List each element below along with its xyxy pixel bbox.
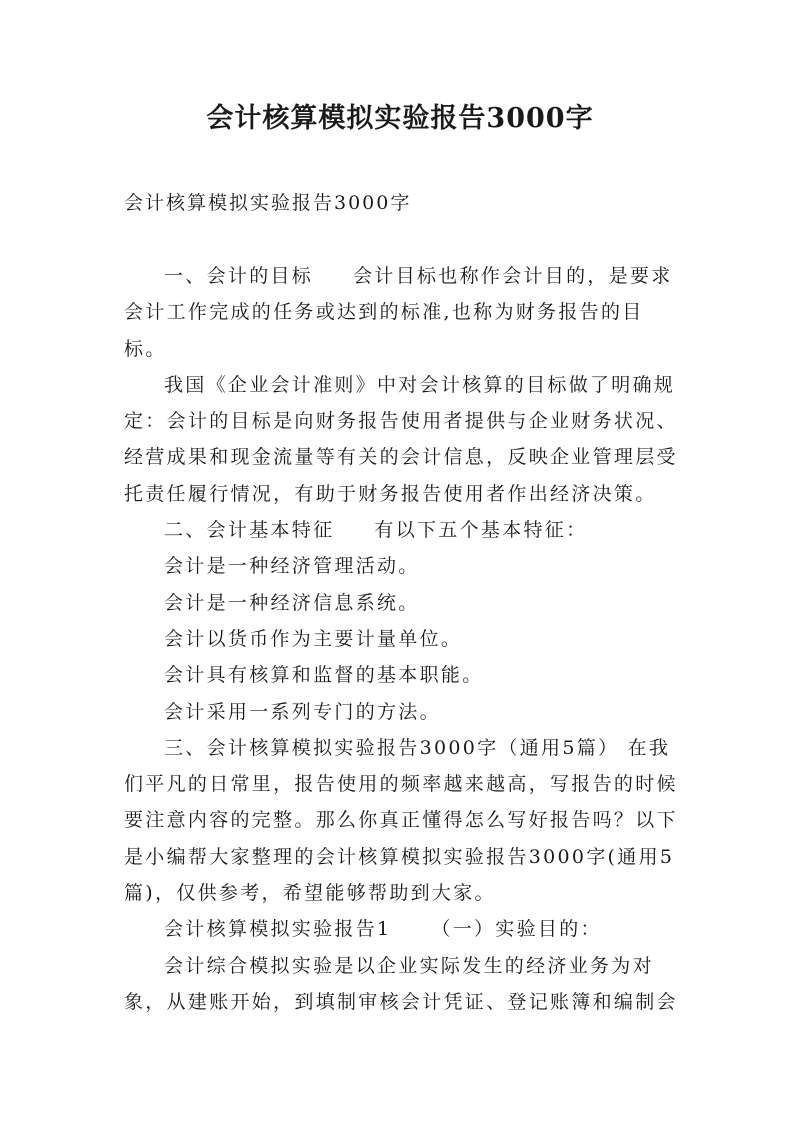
paragraph-intro: 三、会计核算模拟实验报告3000字（通用5篇） 在我们平凡的日常里，报告使用的频率越来越高，写报告的时候要注意内容的完整。那么你真正懂得怎么写好报告吗？以下是小编帮大家整理的会计核算模拟实验报告3000字(通用5篇)，仅供参考，希望能够帮助到大家。 <box>124 736 678 905</box>
paragraph-standard: 我国《企业会计准则》中对会计核算的目标做了明确规定：会计的目标是向财务报告使用者提供与企业财务状况、经营成果和现金流量等有关的会计信息，反映企业管理层受托责任履行情况，有助于财务报告使用者作出经济决策。 <box>124 373 678 505</box>
paragraph-goal <box>124 258 684 367</box>
list-item: 会计以货币作为主要计量单位。 <box>164 627 463 650</box>
list-item: 会计是一种经济信息系统。 <box>164 591 420 614</box>
document-body <box>124 258 684 1020</box>
report-1-heading: 会计核算模拟实验报告1 <box>164 918 392 941</box>
paragraph-features-text: 有以下五个基本特征： <box>374 519 588 542</box>
list-item: 会计具有核算和监督的基本职能。 <box>164 664 484 687</box>
section-heading-goal: 一、会计的目标 <box>164 265 314 287</box>
paragraph-goal-text: 会计目标也称作会计目的，是要求会计工作完成的任务或达到的标准,也称为财务报告的目标。 <box>124 265 673 360</box>
report-1-subheading: （一）实验目的： <box>431 918 602 941</box>
document-subtitle: 会计核算模拟实验报告3000字 <box>124 192 412 214</box>
list-item: 会计是一种经济管理活动。 <box>164 555 420 578</box>
paragraph-report-1 <box>124 911 684 947</box>
document-title: 会计核算模拟实验报告3000字 <box>206 103 594 134</box>
list-item: 会计采用一系列专门的方法。 <box>164 700 441 723</box>
paragraph-experiment: 会计综合模拟实验是以企业实际发生的经济业务为对象，从建账开始，到填制审核会计凭证、登记账簿和编制会 <box>124 954 678 1013</box>
section-heading-features: 二、会计基本特征 <box>164 519 335 542</box>
paragraph-features <box>124 512 684 548</box>
